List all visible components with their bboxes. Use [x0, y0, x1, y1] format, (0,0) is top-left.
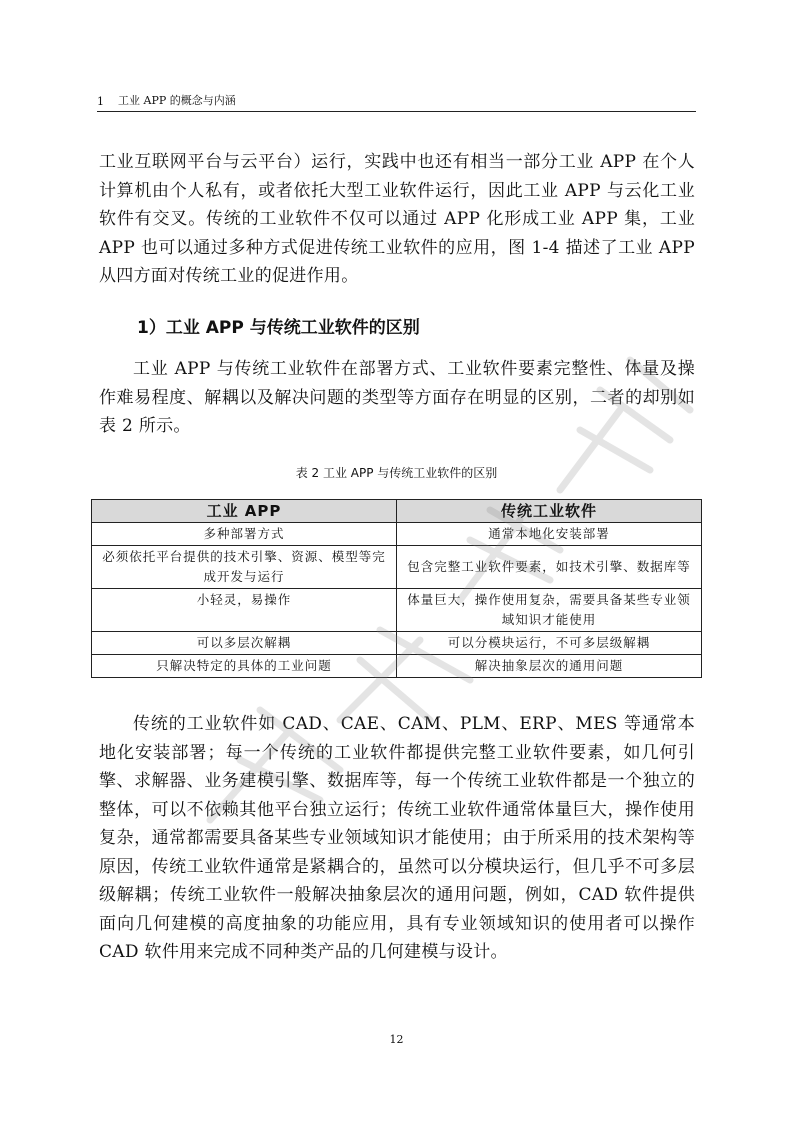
table-row — [92, 523, 702, 546]
column-header: 工业 APP — [92, 500, 397, 523]
paragraph-2: 工业 APP 与传统工业软件在部署方式、工业软件要素完整性、体量及操作难易程度、解耦以及解决问题的类型等方面存在明显的区别，二者的却别如表 2 所示。 — [99, 359, 695, 436]
table-cell: 包含完整工业软件要素，如技术引擎、数据库等 — [397, 546, 702, 589]
table-cell: 小轻灵，易操作 — [92, 589, 397, 632]
table-row — [92, 589, 702, 632]
table-cell: 多种部署方式 — [92, 523, 397, 546]
table-cell: 只解决特定的具体的工业问题 — [92, 655, 397, 678]
section-title: 1）工业 APP 与传统工业软件的区别 — [137, 318, 420, 338]
table-row — [92, 655, 702, 678]
chapter-number: 1 — [97, 95, 104, 108]
table-row — [92, 632, 702, 655]
table-cell: 可以多层次解耦 — [92, 632, 397, 655]
table-caption: 表 2 工业 APP 与传统工业软件的区别 — [295, 466, 498, 480]
table-cell: 通常本地化安装部署 — [397, 523, 702, 546]
paragraph-1: 工业互联网平台与云平台）运行，实践中也还有相当一部分工业 APP 在个人计算机由个人私有，或者依托大型工业软件运行，因此工业 APP 与云化工业软件有交叉。传统的工业软件不仅可以通过 APP 化形成工业 APP 集，工业 APP 也可以通过多种方式促进传统工业软件的应用，图 1-4 描述了工业 APP 从四方面对传统工业的促进作用。 — [99, 152, 695, 286]
page-number: 12 — [389, 1033, 404, 1046]
paragraph-3: 传统的工业软件如 CAD、CAE、CAM、PLM、ERP、MES 等通常本地化安装部署；每一个传统的工业软件都提供完整工业软件要素，如几何引擎、求解器、业务建模引擎、数据库等，每一个传统工业软件都是一个独立的整体，可以不依赖其他平台独立运行；传统工业软件通常体量巨大，操作使用复杂，通常都需要具备某些专业领域知识才能使用；由于所采用的技术架构等原因，传统工业软件通常是紧耦合的，虽然可以分模块运行，但几乎不可多层级解耦；传统工业软件一般解决抽象层次的通用问题，例如，CAD 软件提供面向几何建模的高度抽象的功能应用，具有专业领域知识的使用者可以操作 CAD 软件用来完成不同种类产品的几何建模与设计。 — [99, 714, 695, 962]
table-cell: 解决抽象层次的通用问题 — [397, 655, 702, 678]
table-row — [92, 546, 702, 589]
comparison-table — [91, 499, 702, 678]
table-header-row — [92, 500, 702, 523]
table-cell: 体量巨大，操作使用复杂，需要具备某些专业领域知识才能使用 — [397, 589, 702, 632]
table-cell: 可以分模块运行，不可多层级解耦 — [397, 632, 702, 655]
chapter-title: 工业 APP 的概念与内涵 — [118, 94, 236, 107]
running-header — [97, 90, 696, 112]
table-cell: 必须依托平台提供的技术引擎、资源、模型等完成开发与运行 — [92, 546, 397, 589]
column-header: 传统工业软件 — [397, 500, 702, 523]
